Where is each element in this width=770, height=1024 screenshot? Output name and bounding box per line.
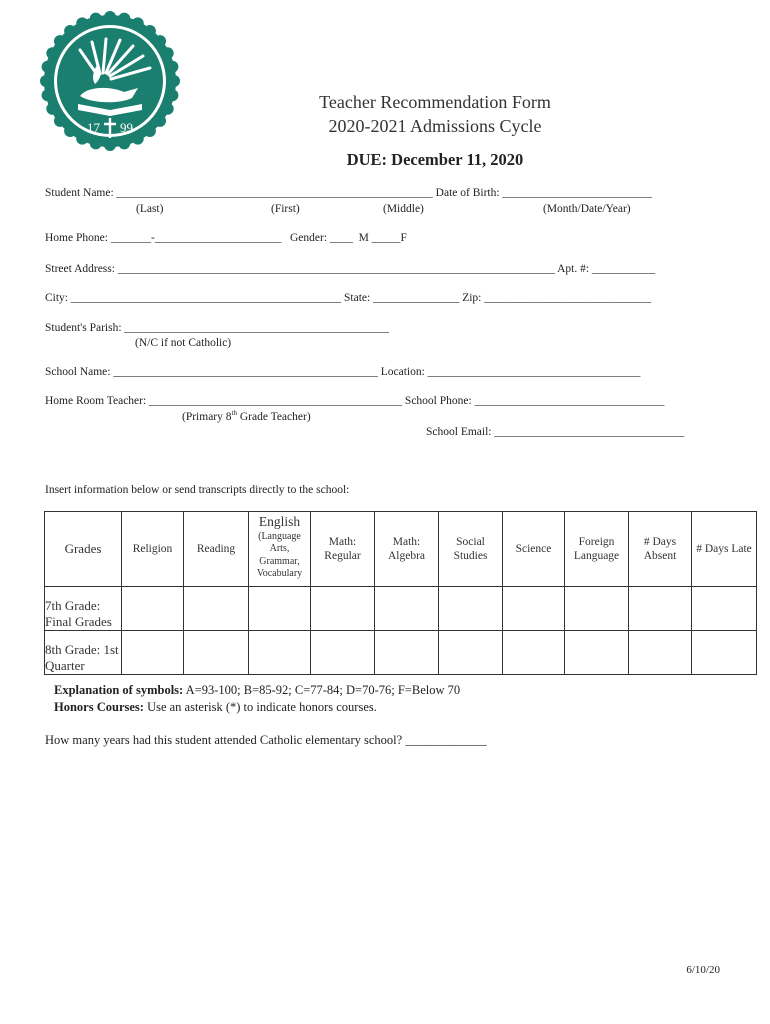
table-header-row	[45, 512, 757, 587]
header-science: Science	[503, 512, 565, 587]
seal-scallop	[144, 125, 156, 137]
seal-scallop	[64, 25, 76, 37]
symbols-explanation: Explanation of symbols: A=93-100; B=85-92; C=77-84; D=70-76; F=Below 70	[54, 683, 461, 697]
grade-cell[interactable]	[122, 631, 184, 675]
seal-scallop	[46, 103, 58, 115]
seal-scallop	[76, 17, 88, 29]
seal-scallop	[166, 89, 178, 101]
grade-cell[interactable]	[184, 631, 249, 675]
header-grades: Grades	[45, 512, 122, 587]
grade-cell[interactable]	[439, 631, 503, 675]
seal-year-right: 99	[120, 120, 133, 135]
grade-cell[interactable]	[565, 587, 629, 631]
footer-date: 6/10/20	[686, 964, 720, 976]
grade-cell[interactable]	[629, 587, 692, 631]
header-social-studies: Social Studies	[439, 512, 503, 587]
form-title: Teacher Recommendation Form	[319, 92, 551, 112]
school-email-line[interactable]: School Email: _________________________________	[426, 426, 685, 438]
seal-scallop	[118, 137, 130, 149]
table-row	[45, 587, 757, 631]
due-date: DUE: December 11, 2020	[346, 150, 524, 169]
grades-table	[44, 511, 757, 675]
seal-scallop	[42, 89, 54, 101]
homeroom-phone-line[interactable]: Home Room Teacher: ____________________________________________ School Phone: _________________________________	[45, 395, 665, 407]
seal-scallop	[104, 139, 116, 151]
first-name-caption: (First)	[271, 203, 300, 215]
school-name-location-line[interactable]: School Name: ______________________________________________ Location: _____________________________________	[45, 366, 641, 378]
seal-scallop	[166, 61, 178, 73]
admissions-cycle: 2020-2021 Admissions Cycle	[328, 116, 542, 136]
grade-cell[interactable]	[503, 631, 565, 675]
honors-explanation: Honors Courses: Use an asterisk (*) to indicate honors courses.	[54, 700, 377, 714]
grade-cell[interactable]	[249, 587, 311, 631]
grade-cell[interactable]	[184, 587, 249, 631]
grade-cell[interactable]	[692, 587, 757, 631]
seal-scallop	[132, 133, 144, 145]
seal-scallop	[162, 47, 174, 59]
header-english: English (Language Arts, Grammar, Vocabulary	[249, 512, 311, 587]
header-religion: Religion	[122, 512, 184, 587]
home-phone-gender-line[interactable]: Home Phone: _______-______________________ Gender: ____ M _____F	[45, 232, 407, 244]
grade-cell[interactable]	[249, 631, 311, 675]
grade-cell[interactable]	[565, 631, 629, 675]
header-foreign-language: Foreign Language	[565, 512, 629, 587]
seal-scallop	[40, 75, 52, 87]
middle-name-caption: (Middle)	[383, 203, 424, 215]
last-name-caption: (Last)	[136, 203, 164, 215]
seal-year-left: 17	[87, 120, 100, 135]
seal-scallop	[64, 125, 76, 137]
grade-cell[interactable]	[439, 587, 503, 631]
grade-cell[interactable]	[311, 631, 375, 675]
seal-scallop	[154, 35, 166, 47]
parish-line[interactable]: Student's Parish: ______________________________________________	[45, 322, 389, 334]
grade-cell[interactable]	[503, 587, 565, 631]
grade-cell[interactable]	[122, 587, 184, 631]
student-name-line[interactable]: Student Name: _______________________________________________________ Date of Birth: __________________________	[45, 187, 652, 199]
row-label-7th-grade: 7th Grade: Final Grades	[45, 587, 122, 631]
header-days-late: # Days Late	[692, 512, 757, 587]
grade-cell[interactable]	[375, 587, 439, 631]
seal-scallop	[154, 115, 166, 127]
dob-format-caption: (Month/Date/Year)	[543, 203, 631, 215]
seal-scallop	[90, 137, 102, 149]
seal-scallop	[168, 75, 180, 87]
seal-scallop	[132, 17, 144, 29]
grade-cell[interactable]	[375, 631, 439, 675]
homeroom-note: (Primary 8th Grade Teacher)	[182, 409, 311, 423]
seal-scallop	[54, 115, 66, 127]
seal-scallop	[54, 35, 66, 47]
parish-note: (N/C if not Catholic)	[135, 337, 232, 349]
instructions: Insert information below or send transcripts directly to the school:	[45, 484, 350, 496]
table-row	[45, 631, 757, 675]
grade-cell[interactable]	[311, 587, 375, 631]
seal-scallop	[90, 13, 102, 25]
seal-scallop	[144, 25, 156, 37]
header-math-regular: Math: Regular	[311, 512, 375, 587]
seal-scallop	[42, 61, 54, 73]
city-state-zip-line[interactable]: City: _______________________________________________ State: _______________ Zip: _____________________________	[45, 292, 651, 304]
grade-cell[interactable]	[629, 631, 692, 675]
catholic-years-question[interactable]: How many years had this student attended Catholic elementary school? _____________	[45, 733, 487, 747]
header-days-absent: # Days Absent	[629, 512, 692, 587]
row-label-8th-grade: 8th Grade: 1st Quarter	[45, 631, 122, 675]
street-address-line[interactable]: Street Address: ____________________________________________________________________________ Apt. #: ___________	[45, 263, 656, 275]
seal-scallop	[118, 13, 130, 25]
seal-scallop	[162, 103, 174, 115]
seal-scallop	[104, 11, 116, 23]
school-seal-logo	[40, 6, 180, 156]
grade-cell[interactable]	[692, 631, 757, 675]
header-reading: Reading	[184, 512, 249, 587]
seal-scallop	[46, 47, 58, 59]
header-math-algebra: Math: Algebra	[375, 512, 439, 587]
